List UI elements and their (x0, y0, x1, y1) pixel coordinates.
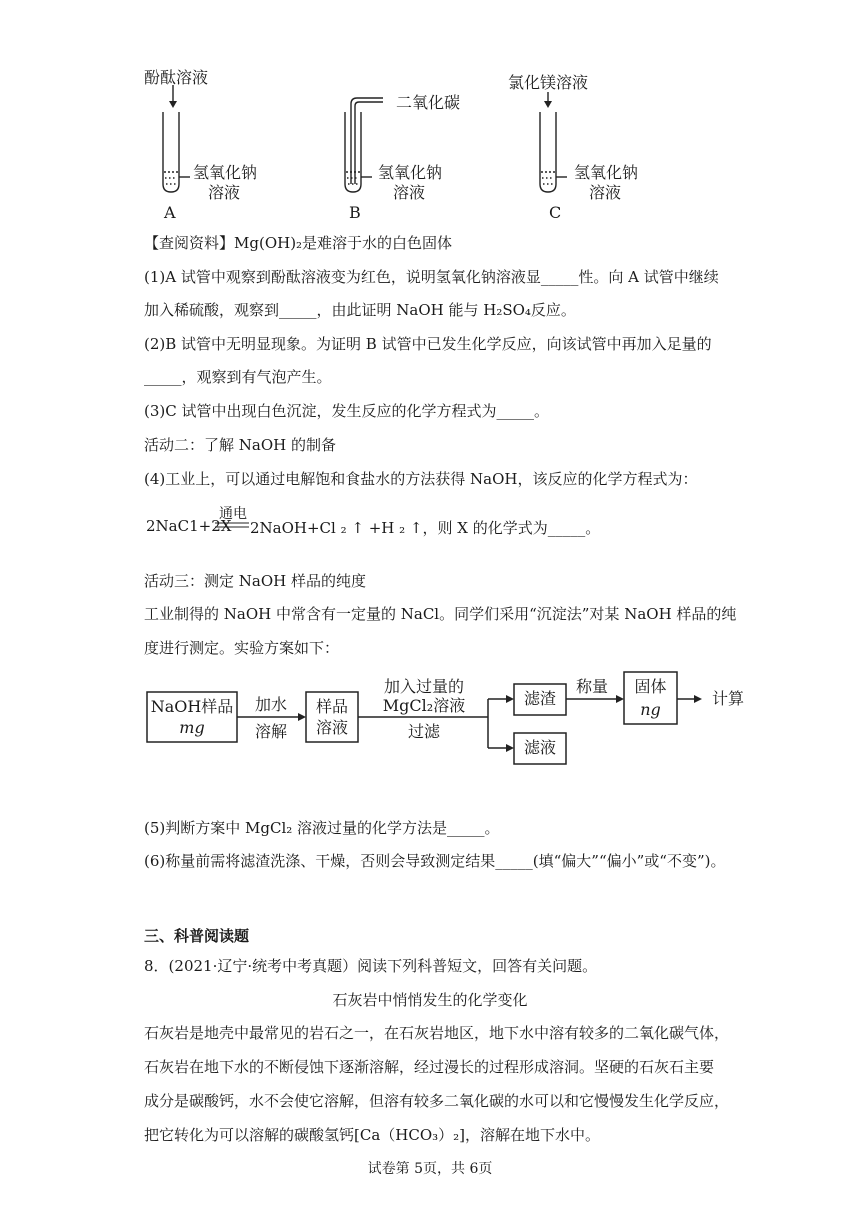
article-line-4: 把它转化为可以溶解的碳酸氢钙[Ca（HCO₃）₂]，溶解在地下水中。 (144, 1126, 601, 1144)
arrow-2-head (506, 695, 514, 703)
step-2-top-2: MgCl₂溶液 (382, 696, 466, 715)
arrow-1-head (298, 713, 306, 721)
tube-a-reagent: 酚酞溶液 (144, 68, 209, 87)
step-2-top-1: 加入过量的 (383, 677, 464, 696)
article-line-1: 石灰岩是地壳中最常见的岩石之一，在石灰岩地区，地下水中溶有较多的二氧化碳气体， (144, 1024, 730, 1042)
tube-c-content-2: 溶液 (589, 183, 622, 202)
info-note: 【查阅资料】Mg(OH)₂是难溶于水的白色固体 (144, 234, 453, 252)
tube-c-letter: C (549, 203, 562, 222)
page-footer: 试卷第 5页，共 6页 (367, 1161, 493, 1177)
question-3: (3)C 试管中出现白色沉淀，发生反应的化学方程式为_____。 (144, 402, 549, 420)
activity-3-heading: 活动三：测定 NaOH 样品的纯度 (144, 572, 366, 590)
tube-a-letter: A (164, 203, 176, 222)
solution-label-1: 样品 (315, 697, 348, 716)
arrow-5-head (694, 695, 702, 703)
section-3-heading: 三、科普阅读题 (144, 927, 250, 945)
solution-label-2: 溶液 (315, 718, 348, 737)
article-line-3: 成分是碳酸钙，水不会使它溶解，但溶有较多二氧化碳的水可以和它慢慢发生化学反应， (144, 1092, 730, 1110)
step-2-bottom: 过滤 (407, 722, 440, 741)
sample-label: NaOH样品 (150, 697, 234, 716)
equation-right: 2NaOH+Cl ₂ ↑ +H ₂ ↑，则 X 的化学式为_____。 (250, 519, 601, 537)
arrow-3-head (506, 744, 514, 752)
sample-mass: mg (179, 718, 205, 737)
paragraph-line-1: 工业制得的 NaOH 中常含有一定量的 NaCl。同学们采用“沉淀法”对某 NaOH 样品的纯 (144, 605, 737, 623)
question-5: (5)判断方案中 MgCl₂ 溶液过量的化学方法是_____。 (144, 819, 500, 837)
article-line-2: 石灰岩在地下水的不断侵蚀下逐渐溶解，经过漫长的过程形成溶洞。坚硬的石灰石主要 (144, 1058, 715, 1076)
question-8: 8．(2021·辽宁·统考中考真题）阅读下列科普短文，回答有关问题。 (144, 957, 598, 975)
equation-left: 2NaC1+2X (146, 517, 232, 535)
solid-label: 固体 (634, 677, 667, 696)
tube-c-reagent: 氯化镁溶液 (508, 73, 589, 92)
filtrate-label: 滤液 (523, 738, 556, 757)
solid-mass: ng (640, 700, 661, 719)
tube-c-content-1: 氢氧化钠 (574, 163, 639, 182)
arrow-4-head (616, 695, 624, 703)
activity-2-heading: 活动二：了解 NaOH 的制备 (144, 436, 336, 454)
question-1-line-1: (1)A 试管中观察到酚酞溶液变为红色，说明氢氧化钠溶液显_____性。向 A 试管中继续 (144, 268, 719, 286)
question-2-line-1: (2)B 试管中无明显现象。为证明 B 试管中已发生化学反应，向该试管中再加入足量的 (144, 335, 712, 353)
equation-condition: 通电 (219, 506, 247, 522)
paragraph-line-2: 度进行测定。实验方案如下： (144, 639, 340, 657)
step-3-label: 称量 (575, 677, 608, 696)
step-1-top: 加水 (254, 695, 287, 714)
question-6: (6)称量前需将滤渣洗涤、干燥，否则会导致测定结果_____(填“偏大”“偏小”或“不变”)。 (144, 852, 726, 870)
article-title: 石灰岩中悄悄发生的化学变化 (332, 991, 528, 1009)
tube-a-content-1: 氢氧化钠 (193, 163, 258, 182)
tube-b-reagent: 二氧化碳 (396, 93, 461, 112)
residue-label: 滤渣 (523, 689, 556, 708)
step-1-bottom: 溶解 (254, 722, 287, 741)
tube-b-letter: B (349, 203, 361, 222)
tube-a-content-2: 溶液 (208, 183, 241, 202)
calc-label: 计算 (711, 689, 744, 708)
tube-b-content-1: 氢氧化钠 (378, 163, 443, 182)
question-1-line-2: 加入稀硫酸，观察到_____，由此证明 NaOH 能与 H₂SO₄反应。 (144, 301, 576, 319)
question-4: (4)工业上，可以通过电解饱和食盐水的方法获得 NaOH，该反应的化学方程式为： (144, 470, 698, 488)
tube-b-content-2: 溶液 (393, 183, 426, 202)
question-2-line-2: _____，观察到有气泡产生。 (144, 368, 332, 386)
